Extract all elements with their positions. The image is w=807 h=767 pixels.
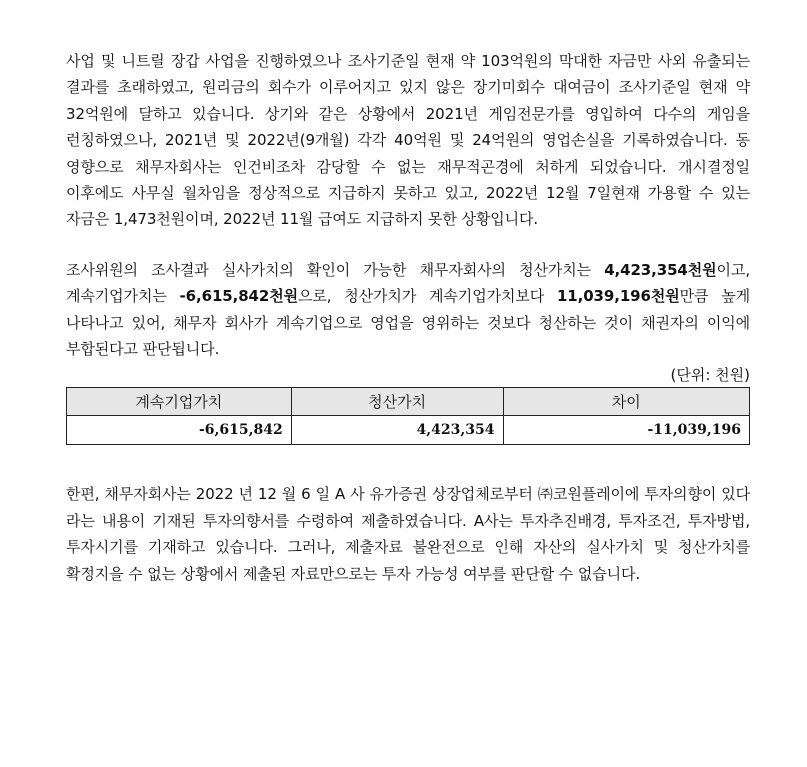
going-concern-value-highlight: -6,615,842천원 — [179, 287, 299, 306]
table-header-row — [67, 388, 750, 416]
table-row — [67, 416, 750, 445]
header-difference: 차이 — [503, 388, 750, 416]
header-going-concern: 계속기업가치 — [67, 388, 292, 416]
paragraph-business-losses: 사업 및 니트릴 장갑 사업을 진행하였으나 조사기준일 현재 약 103억원의 막대한 자금만 사외 유출되는 결과를 초래하였고, 원리금의 회수가 이루어지고 있지 않은 장기미회수 대여금이 조사기준일 현재 약 32억원에 달하고 있습니다. 상기와 같은 상황에서 2021년 게임전문가를 영입하여 다수의 게임을 런칭하였으나, 2021년 및 2022년(9개월) 각각 40억원 및 24억원의 영업손실을 기록하였습니다. 동 영향으로 채무자회사는 인건비조차 감당할 수 없는 재무적곤경에 처하게 되었습니다. 개시결정일 이후에도 사무실 월차임을 정상적으로 지급하지 못하고 있고, 2022년 12월 7일현재 가용할 수 있는 자금은 1,473천원이며, 2022년 11월 급여도 지급하지 못한 상황입니다. — [66, 52, 750, 229]
liquidation-value-highlight: 4,423,354천원 — [604, 260, 717, 279]
valuation-text-1: 조사위원의 조사결과 실사가치의 확인이 가능한 채무자회사의 청산가치는 — [66, 260, 605, 279]
difference-highlight: 11,039,196천원 — [556, 287, 680, 306]
valuation-text-2: 이고, 계속기업가치는 — [66, 260, 750, 306]
paragraph-investment-intent: 한편, 채무자회사는 2022 년 12 월 6 일 A 사 유가증권 상장업체로부터 ㈜코원플레이에 투자의향이 있다 라는 내용이 기재된 투자의향서를 수령하여 제출하였습니다. A사는 투자추진배경, 투자조건, 투자방법, 투자시기를 기재하고 있습니다. 그러나, 제출자료 불완전으로 인해 자산의 실사가치 및 청산가치를 확정지을 수 없는 상황에서 제출된 자료만으로는 투자 가능성 여부를 판단할 수 없습니다. — [66, 485, 750, 583]
paragraph-valuation — [66, 257, 750, 363]
cell-liquidation: 4,423,354 — [291, 416, 503, 445]
valuation-text-4: 만큼 높게 나타나고 있어, 채무자 회사가 계속기업으로 영업을 영위하는 것보다 청산하는 것이 채권자의 이익에 부합된다고 판단됩니다. — [66, 287, 751, 359]
valuation-table — [66, 387, 750, 445]
cell-going-concern: -6,615,842 — [67, 416, 292, 445]
header-liquidation: 청산가치 — [291, 388, 503, 416]
document-page — [66, 48, 750, 587]
valuation-text-3: 으로, 청산가치가 계속기업가치보다 — [298, 287, 557, 306]
unit-label: (단위: 천원) — [670, 366, 750, 385]
cell-difference: -11,039,196 — [503, 416, 750, 445]
